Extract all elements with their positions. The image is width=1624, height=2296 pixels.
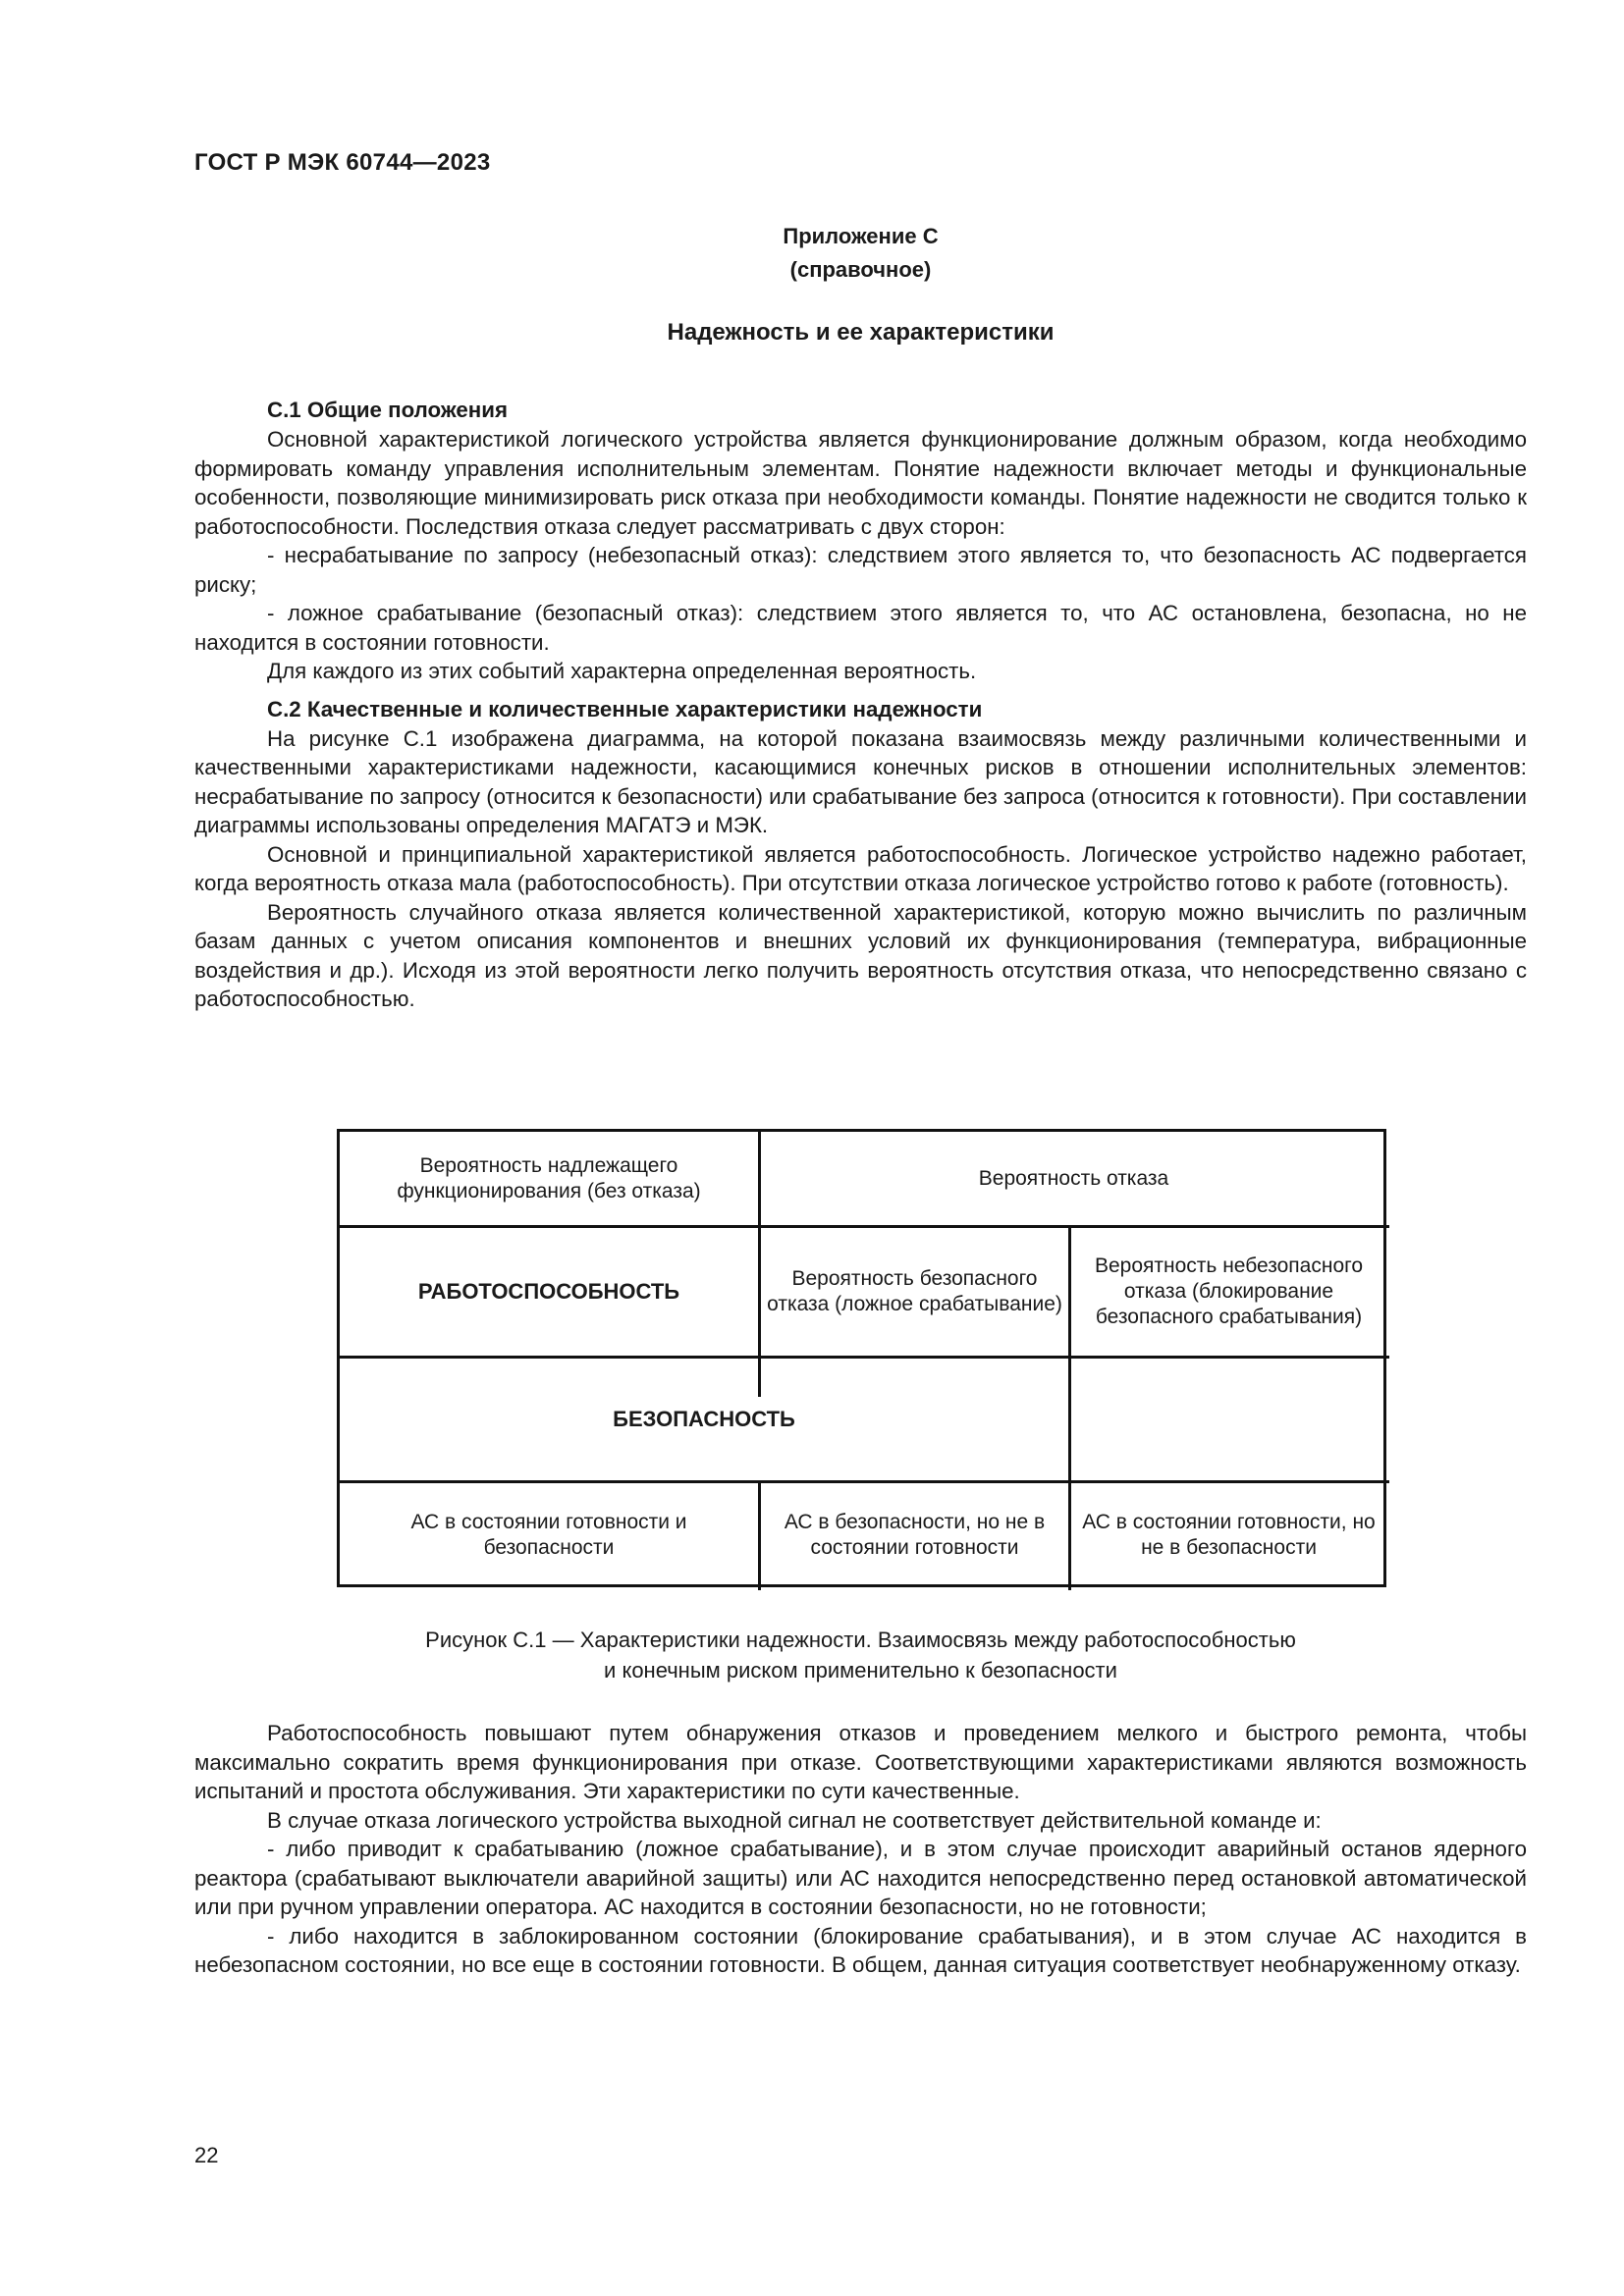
paragraph: - либо находится в заблокированном состоянии (блокирование срабатывания), и в этом случае АС находится в небезопасном состоянии, но все еще в состоянии готовности. В общем, данная ситуация соответствует необнаруженному отказу. (194, 1923, 1527, 1977)
paragraph: На рисунке С.1 изображена диаграмма, на которой показана взаимосвязь между различными количественными и качественными характеристиками надежности, касающимися конечных рисков в отношении исполнительных элементов: несрабатывание по запросу (относится к безопасности) или срабатывание без запроса (относится к готовности). При составлении диаграммы использованы определения МАГАТЭ и МЭК. (194, 725, 1527, 837)
section-heading: С.1 Общие положения (267, 398, 508, 422)
appendix-main-title: Надежность и ее характеристики (667, 319, 1055, 346)
body-text-bottom (194, 1719, 1527, 1980)
paragraph: Вероятность случайного отказа является количественной характеристикой, которую можно вычислить по различным базам данных с учетом описания компонентов и внешних условий их функционирования (температура, вибрационные воздействия и др.). Исходя из этой вероятности легко получить вероятность отсутствия отказа, что непосредственно связано с работоспособностью. (194, 899, 1527, 1011)
appendix-subtitle: (справочное) (789, 257, 932, 282)
appendix-title: Приложение С (783, 224, 939, 248)
body-text-top (194, 395, 1527, 1014)
page-number: 22 (194, 2143, 219, 2167)
cell-unsafe-failure: Вероятность небезопасного отказа (блокирование безопасного срабатывания) (1094, 1255, 1364, 1328)
paragraph: - несрабатывание по запросу (небезопасный отказ): следствием этого является то, что безопасность АС подвергается риску; (194, 543, 1527, 597)
figure-caption-line-1: Рисунок С.1 — Характеристики надежности. Взаимосвязь между работоспособностью (425, 1628, 1296, 1652)
cell-failure-probability: Вероятность отказа (978, 1166, 1169, 1190)
cell-operability: РАБОТОСПОСОБНОСТЬ (417, 1279, 680, 1304)
cell-safe-not-ready: АС в безопасности, но не в состоянии готовности (784, 1511, 1046, 1559)
cell-no-failure-probability: Вероятность надлежащего функционирования (без отказа) (397, 1153, 701, 1202)
cell-ready-and-safe: АС в состоянии готовности и безопасности (410, 1511, 687, 1559)
figure-caption-line-2: и конечным риском применительно к безопасности (604, 1658, 1117, 1682)
reliability-diagram (337, 1129, 1386, 1587)
paragraph: Основной и принципиальной характеристикой является работоспособность. Логическое устройство надежно работает, когда вероятность отказа мала (работоспособность). При отсутствии отказа логическое устройство готово к работе (готовность). (194, 841, 1527, 895)
paragraph: - ложное срабатывание (безопасный отказ): следствием этого является то, что АС остановлена, безопасна, но не находится в состоянии готовности. (194, 601, 1527, 655)
cell-safe-failure: Вероятность безопасного отказа (ложное срабатывание) (767, 1267, 1062, 1315)
paragraph: Работоспособность повышают путем обнаружения отказов и проведением мелкого и быстрого ремонта, чтобы максимально сократить время функционирования при отказе. Соответствующими характеристиками являются возможность испытаний и простота обслуживания. Эти характеристики по сути качественные. (194, 1721, 1527, 1803)
paragraph: Для каждого из этих событий характерна определенная вероятность. (267, 659, 977, 683)
cell-safety: БЕЗОПАСНОСТЬ (613, 1407, 795, 1431)
paragraph: - либо приводит к срабатыванию (ложное срабатывание), и в этом случае происходит аварийный останов ядерного реактора (срабатывают выключатели аварийной защиты) или АС находится непосредственно перед остановкой автоматической или при ручном управлении оператора. АС находится в состоянии безопасности, но не готовности; (194, 1837, 1527, 1919)
paragraph: Основной характеристикой логического устройства является функционирование должным образом, когда необходимо формировать команду управления исполнительным элементам. Понятие надежности включает методы и функциональные особенности, позволяющие минимизировать риск отказа при необходимости команды. Понятие надежности не сводится только к работоспособности. Последствия отказа следует рассматривать с двух сторон: (194, 427, 1527, 539)
section-heading: С.2 Качественные и количественные характеристики надежности (267, 696, 983, 721)
cell-ready-not-safe: АС в состоянии готовности, но не в безопасности (1082, 1511, 1376, 1559)
paragraph: В случае отказа логического устройства выходной сигнал не соответствует действительной команде и: (267, 1807, 1322, 1833)
document-code: ГОСТ Р МЭК 60744—2023 (194, 149, 491, 176)
